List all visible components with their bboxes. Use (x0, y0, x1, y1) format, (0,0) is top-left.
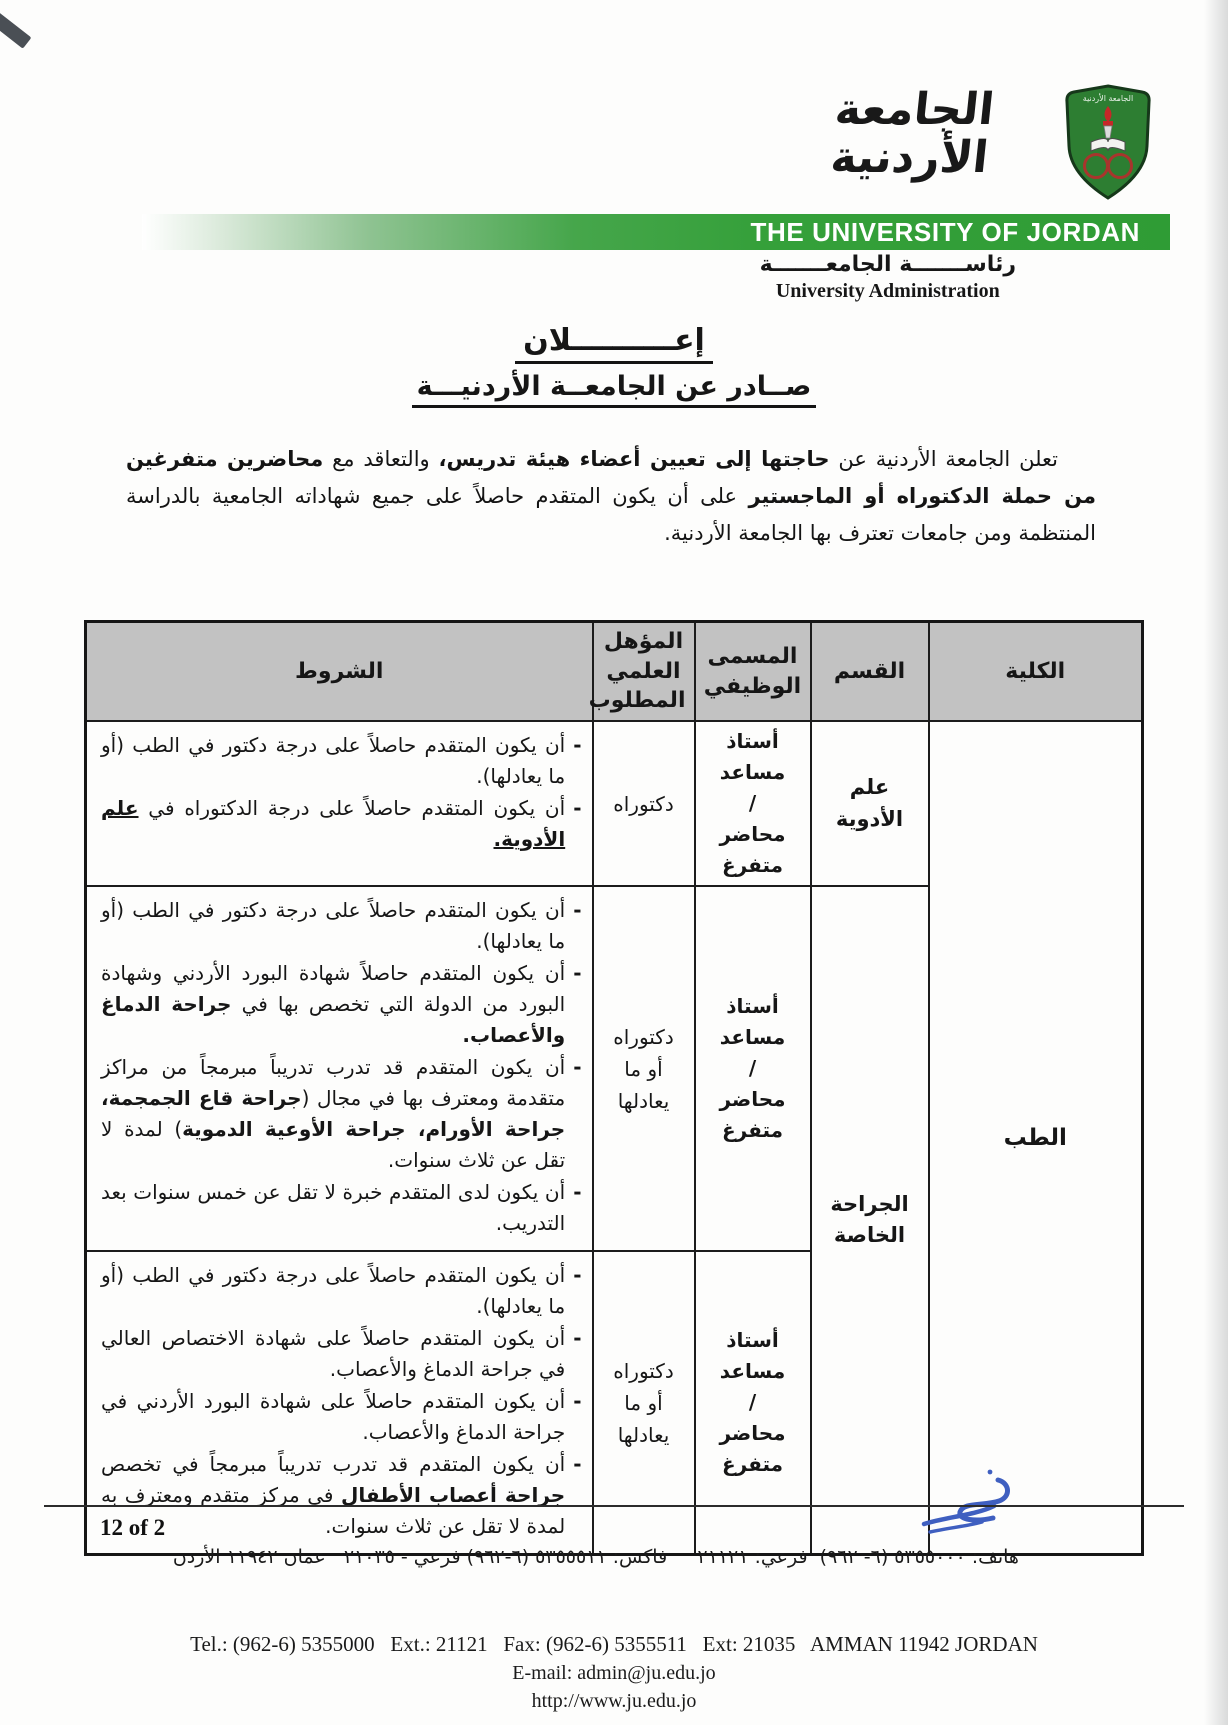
condition-item: - أن يكون المتقدم حاصلاً على شهادة الاختصاص العالي في جراحة الدماغ والأعصاب. (101, 1326, 582, 1382)
qualification-cell: دكتوراه (593, 721, 695, 886)
university-name-calligraphy: الجامعة الأردنية (828, 84, 997, 183)
footer-divider (44, 1505, 1184, 1507)
footer-contact-arabic-text: هاتف: ٥٣٥٥٠٠٠ (٦- ٩٦٢) فرعي: ٢١١٢١ فاكس: ٥٣٥٥٥١١ (٦-٩٦٢) فرعي - ٢١٠٣٥ عمان ١١٩٤٢ الأردن (172, 1545, 1019, 1568)
column-header-faculty: الكلية (929, 622, 1143, 722)
footer-contact-arabic (44, 1514, 1184, 1628)
condition-item: - أن يكون المتقدم قد تدرب تدريباً مبرمجاً من مراكز متقدمة ومعترف بها في مجال (جراحة قاع الجمجمة، جراحة الأورام، جراحة الأوعية الدموية) لمدة لا تقل عن ثلاث سنوات. (101, 1055, 582, 1173)
university-banner (142, 214, 1170, 250)
footer-email: E-mail: admin@ju.edu.jo (512, 1662, 716, 1684)
university-shield-logo (1062, 84, 1154, 202)
administration-title-english: University Administration (775, 280, 1000, 302)
condition-item: - أن يكون المتقدم حاصلاً على درجة الدكتوراه في علم الأدوية. (101, 796, 582, 852)
faculty-cell: الطب (929, 721, 1143, 1555)
column-header-qualification: المؤهل العلمي المطلوب (593, 622, 695, 722)
table-header-row (86, 622, 1143, 722)
department-cell: الجراحة الخاصة (811, 886, 929, 1555)
scan-edge-shadow (1204, 0, 1228, 1725)
condition-item: - أن يكون المتقدم حاصلاً على درجة دكتور في الطب (أو ما يعادلها). (101, 898, 582, 954)
announcement-title: إعــــــــــلان (515, 326, 713, 364)
conditions-cell (86, 721, 593, 886)
open-book-icon (1091, 139, 1125, 152)
administration-title-arabic: رئاســـــــة الجامعـــــــة (759, 252, 1016, 277)
column-header-job-title: المسمى الوظيفي (695, 622, 811, 722)
conditions-cell (86, 886, 593, 1251)
column-header-conditions: الشروط (86, 622, 593, 722)
banner-title: THE UNIVERSITY OF JORDAN (750, 216, 1140, 247)
footer (44, 1505, 1184, 1713)
table-row-pharmacology (86, 721, 1143, 886)
job-title-cell: أستاذ مساعد / محاضر متفرغ (695, 886, 811, 1251)
footer-website: http://www.ju.edu.jo (531, 1690, 697, 1712)
scan-corner-artifact (0, 9, 31, 48)
announcement-subtitle: صــادر عن الجامعــة الأردنيـــة (412, 373, 817, 408)
condition-item: - أن يكون المتقدم حاصلاً على درجة دكتور في الطب (أو ما يعادلها). (101, 733, 582, 789)
announcement-title-block (0, 323, 1228, 408)
qualification-cell: دكتوراه أو ما يعادلها (593, 1251, 695, 1555)
condition-item: - أن يكون المتقدم حاصلاً شهادة البورد الأردني وشهادة البورد من الدولة التي تخصص بها في جراحة الدماغ والأعصاب. (101, 961, 582, 1048)
condition-item: - أن يكون المتقدم حاصلاً على درجة دكتور في الطب (أو ما يعادلها). (101, 1263, 582, 1319)
department-cell: علم الأدوية (811, 721, 929, 886)
administration-block (760, 252, 1016, 303)
condition-item: - أن يكون لدى المتقدم خبرة لا تقل عن خمس سنوات بعد التدريب. (101, 1180, 582, 1236)
column-header-department: القسم (811, 622, 929, 722)
shield-top-label: الجامعة الأردنية (1082, 94, 1134, 103)
recruitment-table (84, 620, 1144, 1556)
shield-left-circle (1085, 155, 1108, 178)
condition-item: - أن يكون المتقدم قد تدرب تدريباً مبرمجاً في تخصص جراحة أعصاب الأطفال في مركز متقدم ومعترف به لمدة لا تقل عن ثلاث سنوات. (101, 1452, 582, 1539)
job-title-cell: أستاذ مساعد / محاضر متفرغ (695, 721, 811, 886)
condition-item: - أن يكون المتقدم حاصلاً على شهادة البورد الأردني في جراحة الدماغ والأعصاب. (101, 1389, 582, 1445)
footer-contact-english: Tel.: (962-6) 5355000 Ext.: 21121 Fax: (962-6) 5355511 Ext: 21035 AMMAN 11942 JORDAN (190, 1632, 1038, 1656)
shield-right-circle (1109, 155, 1132, 178)
job-title-cell: أستاذ مساعد / محاضر متفرغ (695, 1251, 811, 1555)
page-number-stamp: 12 of 2 (100, 1515, 166, 1540)
qualification-cell: دكتوراه أو ما يعادلها (593, 886, 695, 1251)
intro-paragraph: تعلن الجامعة الأردنية عن حاجتها إلى تعيين أعضاء هيئة تدريس، والتعاقد مع محاضرين متفرغين من حملة الدكتوراه أو الماجستير على أن يكون المتقدم حاصلاً على جميع شهاداته الجامعية بالدراسة المنتظمة ومن جامعات تعترف بها الجامعة الأردنية. (126, 447, 1096, 545)
